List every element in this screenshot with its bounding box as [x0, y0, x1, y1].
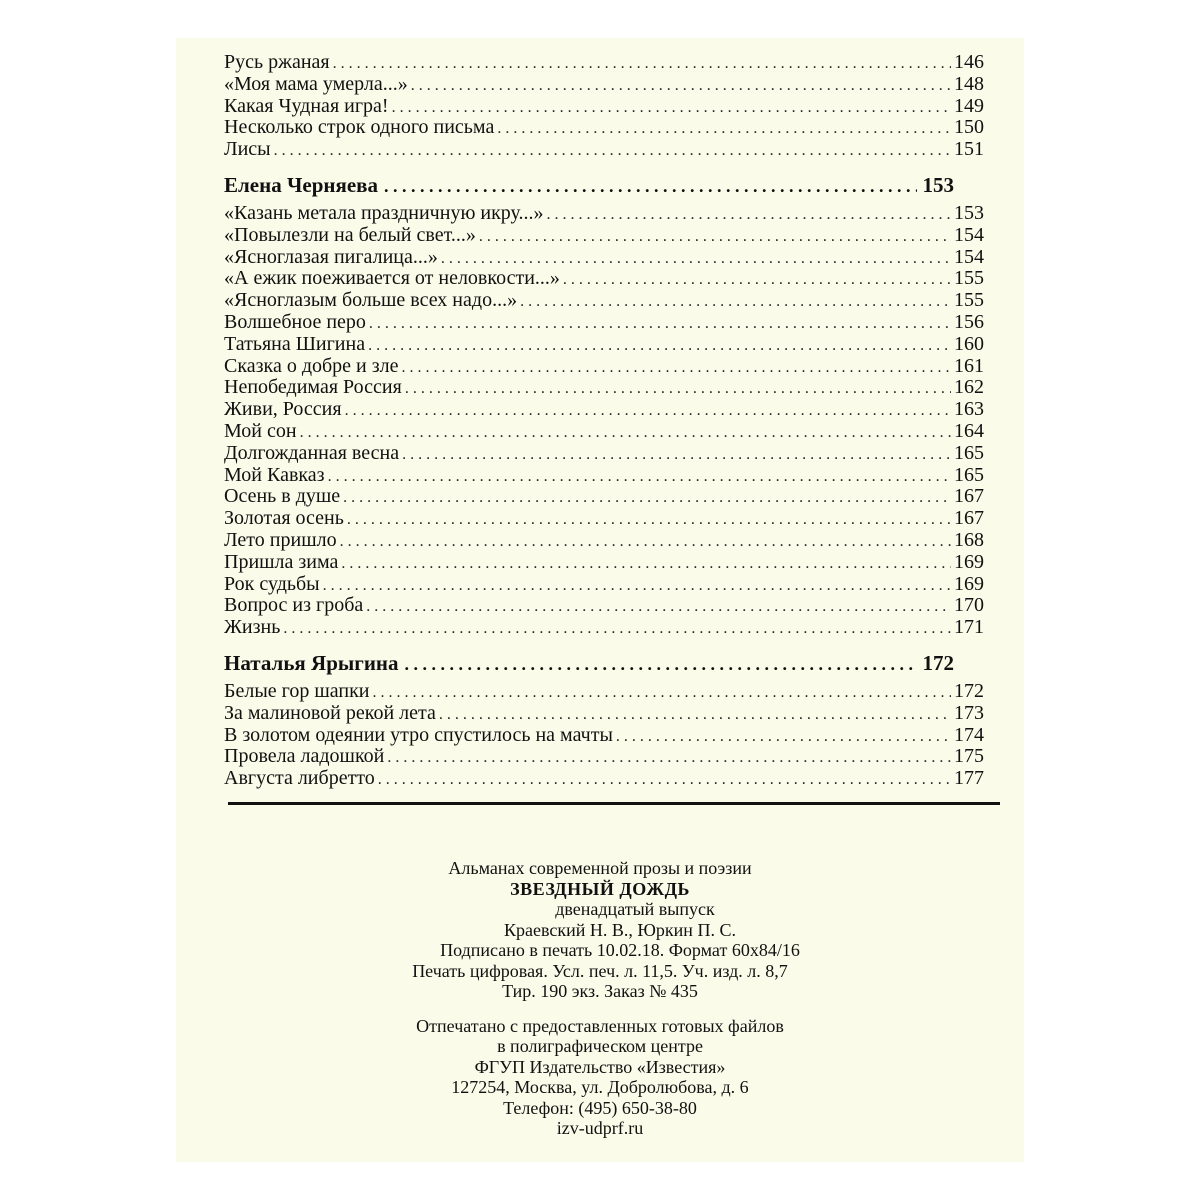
leader-dots: [328, 466, 951, 488]
leader-dots: [333, 53, 951, 75]
toc-entry-title: Непобедимая Россия: [224, 376, 402, 399]
toc-entry-page: 167: [954, 507, 984, 530]
toc-entry-page: 156: [954, 310, 984, 333]
toc-entry-page: 171: [954, 616, 984, 639]
leader-dots: [384, 174, 917, 198]
toc-entry-page: 161: [954, 354, 984, 377]
leader-dots: [439, 704, 951, 726]
leader-dots: [378, 769, 951, 791]
toc-entry-title: Лисы: [224, 138, 271, 161]
toc-entry-title: Сказка о добре и зле: [224, 354, 399, 377]
toc-entry-page: 165: [954, 441, 984, 464]
leader-dots: [479, 226, 951, 248]
toc-group-2: [224, 203, 984, 639]
leader-dots: [405, 652, 917, 676]
leader-dots: [405, 378, 951, 400]
imprint-issue: двенадцатый выпуск: [555, 899, 715, 919]
toc-entry-page: 175: [954, 745, 984, 768]
toc-entry-title: В золотом одеянии утро спустилось на мачты: [224, 723, 613, 746]
toc-entry: [224, 595, 984, 617]
toc-entry: [224, 486, 984, 508]
imprint-print: Печать цифровая. Усл. печ. л. 11,5. Уч. изд. л. 8,7: [412, 960, 788, 981]
toc-entry: [224, 290, 984, 312]
toc-entry-page: 170: [954, 594, 984, 617]
leader-dots: [340, 531, 951, 553]
toc-entry: [224, 356, 984, 378]
leader-dots: [520, 291, 951, 313]
toc-group-1: [224, 52, 984, 161]
toc-author-1: [224, 173, 954, 197]
toc-entry-page: 162: [954, 376, 984, 399]
leader-dots: [392, 97, 951, 119]
toc-entry: [224, 421, 984, 443]
toc-group-3: [224, 681, 984, 790]
toc-entry: [224, 552, 984, 574]
toc-entry: [224, 530, 984, 552]
leader-dots: [387, 747, 951, 769]
toc-entry-page: 163: [954, 398, 984, 421]
toc-entry: [224, 74, 984, 96]
document-page: [176, 38, 1024, 1162]
toc-entry-title: «Моя мама умерла...»: [224, 72, 408, 95]
toc-entry-title: «А ежик поеживается от неловкости...»: [224, 267, 560, 290]
toc-entry: [224, 746, 984, 768]
imprint-signed: Подписано в печать 10.02.18. Формат 60x84/16: [440, 940, 800, 960]
toc-entry-page: 146: [954, 51, 984, 73]
toc-entry-title: Мой сон: [224, 419, 297, 442]
toc-entry-title: Пришла зима: [224, 550, 339, 573]
toc-entry-title: «Ясноглазая пигалица...»: [224, 245, 438, 268]
toc-entry-page: 151: [954, 138, 984, 161]
imprint-publisher: ФГУП Издательство «Известия»: [474, 1056, 726, 1077]
leader-dots: [497, 118, 951, 140]
author-name: Елена Черняева: [224, 172, 378, 197]
toc-entry: [224, 247, 984, 269]
imprint-address: 127254, Москва, ул. Добролюбова, д. 6: [451, 1077, 749, 1097]
toc-entry: [224, 52, 984, 74]
toc-entry-page: 164: [954, 419, 984, 442]
toc-entry-title: Несколько строк одного письма: [224, 116, 495, 139]
toc-entry: [224, 574, 984, 596]
toc-entry: [224, 139, 984, 161]
toc-entry-page: 172: [954, 679, 984, 702]
toc-entry-page: 154: [954, 223, 984, 246]
toc-entry-page: 155: [954, 267, 984, 290]
toc-entry-title: Волшебное перо: [224, 310, 366, 333]
leader-dots: [373, 682, 952, 704]
toc-entry: [224, 465, 984, 487]
toc-entry-page: 160: [954, 332, 984, 355]
leader-dots: [547, 204, 951, 226]
toc-entry-title: Осень в душе: [224, 485, 341, 508]
toc-entry-page: 167: [954, 485, 984, 508]
toc-entry-page: 150: [954, 116, 984, 139]
leader-dots: [347, 509, 951, 531]
toc-entry-title: Лето пришло: [224, 528, 337, 551]
imprint-site: izv-udprf.ru: [556, 1118, 644, 1138]
toc-entry-page: 165: [954, 463, 984, 486]
toc-entry-title: Августа либретто: [224, 767, 375, 790]
toc-entry-title: За малиновой рекой лета: [224, 701, 436, 724]
leader-dots: [402, 357, 951, 379]
leader-dots: [345, 400, 951, 422]
imprint-subtitle: Альманах современной прозы и поэзии: [448, 858, 752, 878]
toc-entry: [224, 96, 984, 118]
toc-entry-title: Жизнь: [224, 616, 281, 639]
toc-entry-title: Долгожданная весна: [224, 441, 400, 464]
toc-entry-page: 173: [954, 701, 984, 724]
leader-dots: [563, 269, 951, 291]
leader-dots: [341, 553, 951, 575]
toc-entry-title: Русь ржаная: [224, 51, 330, 73]
toc-entry-title: Рок судьбы: [224, 572, 320, 595]
imprint-printed-1: Отпечатано с предоставленных готовых файлов: [416, 1015, 784, 1036]
imprint-phone: Телефон: (495) 650-38-80: [503, 1097, 697, 1118]
leader-dots: [369, 313, 951, 335]
leader-dots: [323, 575, 951, 597]
toc-entry: [224, 225, 984, 247]
toc-entry: [224, 203, 984, 225]
leader-dots: [366, 596, 951, 618]
leader-dots: [616, 726, 951, 748]
leader-dots: [300, 422, 951, 444]
toc-entry-page: 168: [954, 528, 984, 551]
leader-dots: [402, 444, 951, 466]
leader-dots: [274, 140, 951, 162]
divider-rule: [228, 802, 1000, 805]
toc-entry-page: 169: [954, 572, 984, 595]
toc-entry-title: Белые гор шапки: [224, 679, 370, 702]
leader-dots: [283, 618, 951, 640]
toc-entry: [224, 377, 984, 399]
imprint-printed-2: в полиграфическом центре: [497, 1036, 703, 1056]
imprint-run: Тир. 190 экз. Заказ № 435: [502, 981, 698, 1001]
toc-entry-page: 148: [954, 72, 984, 95]
toc-entry: [224, 617, 984, 639]
toc-entry-title: Какая Чудная игра!: [224, 94, 389, 117]
toc-entry: [224, 334, 984, 356]
leader-dots: [441, 248, 951, 270]
toc-entry-title: «Ясноглазым больше всех надо...»: [224, 289, 518, 312]
toc-entry-page: 177: [954, 767, 984, 790]
toc-entry-page: 153: [954, 201, 984, 224]
toc-entry: [224, 268, 984, 290]
toc-entry-page: 149: [954, 94, 984, 117]
toc-entry-page: 154: [954, 245, 984, 268]
toc-entry: [224, 399, 984, 421]
toc-entry-title: Провела ладошкой: [224, 745, 385, 768]
toc-entry: [224, 443, 984, 465]
toc-entry-title: Вопрос из гроба: [224, 594, 364, 617]
toc-author-2: [224, 651, 954, 675]
author-page: 172: [922, 650, 954, 675]
toc-entry: [224, 508, 984, 530]
toc-entry: [224, 681, 984, 703]
imprint-title: ЗВЕЗДНЫЙ ДОЖДЬ: [510, 878, 690, 899]
toc-entry: [224, 725, 984, 747]
imprint-block: [176, 858, 1024, 1139]
imprint-editors: Краевский Н. В., Юркин П. С.: [504, 919, 736, 940]
toc-entry-page: 174: [954, 723, 984, 746]
toc-entry-page: 155: [954, 289, 984, 312]
table-of-contents: [224, 52, 984, 790]
leader-dots: [343, 487, 951, 509]
toc-entry-title: «Казань метала праздничную икру...»: [224, 201, 544, 224]
toc-entry-page: 169: [954, 550, 984, 573]
toc-entry: [224, 117, 984, 139]
leader-dots: [368, 335, 951, 357]
toc-entry-title: «Повылезли на белый свет...»: [224, 223, 476, 246]
toc-entry-title: Мой Кавказ: [224, 463, 325, 486]
toc-entry: [224, 703, 984, 725]
leader-dots: [411, 75, 951, 97]
author-name: Наталья Ярыгина: [224, 650, 399, 675]
author-page: 153: [922, 172, 954, 197]
toc-entry-title: Золотая осень: [224, 507, 344, 530]
toc-entry: [224, 312, 984, 334]
toc-entry: [224, 768, 984, 790]
toc-entry-title: Татьяна Шигина: [224, 332, 366, 355]
toc-entry-title: Живи, Россия: [224, 398, 342, 421]
